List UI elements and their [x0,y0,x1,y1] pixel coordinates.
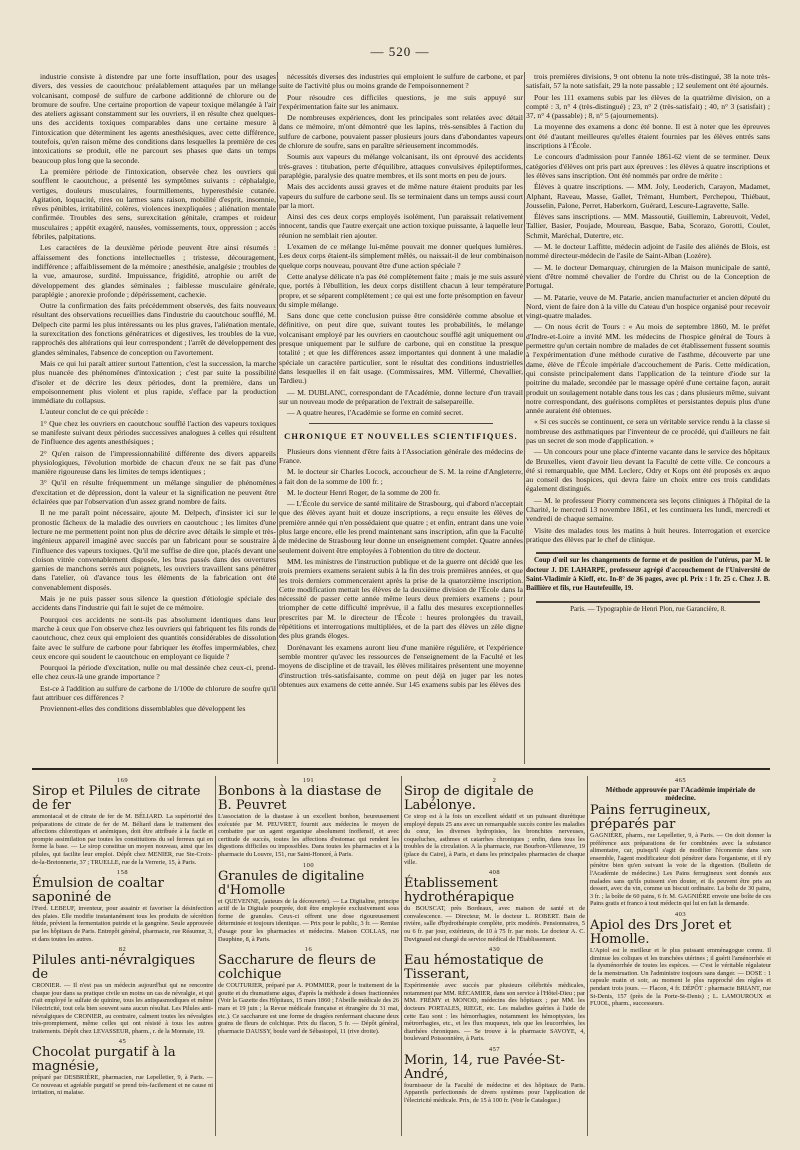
paragraph: — M. le docteur Demarquay, chirurgien de la Maison municipale de santé, vient d'être nommé chevalier de l'ordre du Christ ou de la Conception de Portugal. [526,262,770,291]
ad-text: Expérimentée avec succès par plusieurs célébrités médicales, notamment par MM. RÉCAMIER, dans son service à l'Hôtel-Dieu ; par MM. FRÉMY et MONOD, médecins des hôpitaux ; par MM. les docteurs PORTALES, RIEGE, etc. Les maladies guéries à l'aide de cette Eau sont : les hémorrhagies, notamment les hémoptysies, les métrorrhagies, etc., et les flux muqueux, tels que les leucorrhées, les diarrhées chroniques. — Se trouve à la pharmacie SAVOYE, 4, boulevard Poissonnière, à Paris. [404,982,585,1043]
paragraph: — Un concours pour une place d'interne vacante dans le service des hôpitaux de Bruxelles, vient d'avoir lieu devant la Faculté de cette ville. Ce concours a été si remarquable, que MM. Leclerc, Odry et Kops ont été proposés ex æquo au conseil des hospices, qui devra faire un choix entre ces trois candidats également distingués. [526,447,770,494]
ad-column-1 [32,776,213,1136]
page-number: — 520 — [370,44,430,59]
ad-text: et QUEVENNE, (auteurs de la découverte). — La Digitaline, principe actif de la Digitale pourprée, doit être employée exclusivement sous forme de granules. Ceux-ci offrent une dose rigoureusement déterminée et toujours identique. — Prix pour le public, 3 fr. — Remise d'usage pour les pharmacies et médecins. Maison COLLAS, rue Dauphine, 8, à Paris. [218,897,399,943]
paragraph: — M. Patarie, veuve de M. Patarie, ancien manufacturier et ancien député du Nord, vient de faire don à la ville du Cateau d'un hospice organisé pour recevoir vingt-quatre malades. [526,292,770,321]
ad-number: 457 [488,1045,501,1053]
ad-title: Chocolat purgatif à la magnésie, [32,1045,176,1075]
ad-title: Eau hémostatique de Tisserant, [404,953,544,983]
ad-text: de COUTURIER, préparé par A. POMMIER, pour le traitement de la goutte et du rhumatisme aigus, d'après la méthode à doses fractionnées (Voir la Gazette des Hôpitaux, 15 mars 1860 ; l'Abeille médicale des 26 mars et 19 juin ; la Revue médicale française et étrangère du 31 mai, etc.). Ce saccharure est une forme de dragées renfermant chacune deux grains de fleurs de colchique. Prix du flacon, 5 fr. — Dépôt général, pharmacie DAUSSY, boule vard de Sébastopol, 11 (rive droite). [218,982,399,1035]
ad-text: L'Apiol est le meilleur et le plus puissant emménagogue connu. Il diminue les coliques et les tranchées utérines ; il guérit l'aménorrhée et la dysménorrhée de toutes les espèces. — C'est le véritable régulateur de la menstruation. Un l'administre toujours sans danger. — DOSE : 1 capsule matin et soir, au moment le plus rapproché des règles et pendant trois jours. — Flacon, 4 fr. DÉPÔT : pharmacie BRIANT, rue St-Denis, 157 (près de la Porte-St-Denis) ; L. LAMOUROUX et FUJOL, pharm., successeurs. [590,946,771,1008]
paragraph: « Si ces succès se continuent, ce sera un véritable service rendu à la classe si nombreuse des asthmatiques par l'inventeur de ce procédé, qui d'ailleurs ne fait pas un secret de son mode d'application. » [526,417,770,445]
paragraph: Les caractères de la deuxième période peuvent être ainsi résumés : affaissement des fonctions intellectuelles ; tristesse, découragement, indifférence ; affaiblissement de la mémoire ; anesthésie, analgésie ; troubles de la vue, amaurose, surdité. Impuissance, frigidité, atrophie ou arrêt de développement des glandes séminales ; faiblesse musculaire générale, paraplégie ; anorexie profonde ; dépérissement, cachexie. [32,243,276,299]
ad-text: l'Ferd. LEBEUF, inventeur, pour assainir et favoriser la désinfection des plaies. Elle modifie instantanément tous les produits de sécrétion fétide, prévient la fermentation putride et la gangrène. Seule approuvée par les hôpitaux de Paris. Entrepôt général, pharmacie, rue Réaumur, 3, et dans toutes les autres. [32,905,213,943]
ad-title: Apiol des Drs Joret et Homolle. [590,917,732,947]
paragraph: 2° Qu'en raison de l'impressionnabilité différente des divers appareils physiologiques, l'évolution morbide de chacun d'eux ne se fait pas d'une manière rigoureuse dans les limites de temps identiques ; [32,448,276,477]
ad-title: Bonbons à la diastase de B. Peuvret [218,784,382,813]
ad-heading: Méthode approuvée par l'Académie impériale de médecine. [605,786,756,802]
paragraph: Est-ce à l'addition au sulfure de carbone de 1/100e de chlorure de soufre qu'il faut attribuer ces différences ? [32,683,276,702]
paragraph: La première période de l'intoxication, observée chez les ouvriers qui soufflent le caoutchouc, a présenté les symptômes suivants : céphalalgie, vertiges, douleurs musculaires, fourmillements, hyperesthésie cutanée. Agitation, loquacité, rires ou larmes sans raison, mobilité d'esprit, insomnie, rêves pénibles, irritabilité, colères, violences inexpliquées ; aliénation mentale confirmée. Troubles des sens, surexcitation génitale, crampes et roideur musculaires ; appétit exagéré, nausées, vomissements, toux, oppression ; accès fébriles, palpitations. [32,166,276,242]
paragraph: Sans donc que cette conclusion puisse être considérée comme absolue et définitive, on peut dire que, suivant toutes les probabilités, le mélange volcanisant employé par les ouvriers en caoutchouc soufflé agit uniquement ou presque uniquement par le sulfure de carbone, qui en constitue la presque totalité ; et que les différences assez importantes qui donnent à une maladie spéciale un caractère particulier, sont le résultat des conditions industrielles dans lesquelles il en fait usage. (Commissaires, MM. Villermé, Chevallier, Tardieu.) [279,311,523,386]
paragraph: trois premières divisions, 9 ont obtenu la note très-distingué, 38 la note très-satisfait, 57 la note satisfait, 29 la note passable ; 12 seulement ont été ajournés. [526,72,770,91]
ads-separator [32,768,770,770]
ad-text: fournisseur de la Faculté de médecine et des hôpitaux de Paris. Appareils perfectionnés de divers systèmes pour l'application de l'électricité médicale. Prix, de 15 à 100 fr. (Voir le Catalogue.) [404,1081,585,1105]
ad-text: du BOUSCAT, près Bordeaux, avec maison de santé et de convalescence. — Directeur, M. le docteur L. ROBERT. Bain de rivière, salle d'hydrothérapie complète, prix modérés. Pensionnaires, 5 ou 6 fr. par jour, extérieurs, de 10 à 75 fr. par mois. Le docteur A. C. Duvignaud est chargé du service médical de l'Établissement. [404,905,585,943]
ad-title: Pilules anti-névralgiques de [32,953,196,983]
ad-number: 158 [116,869,129,877]
ad-number: 465 [674,777,687,784]
section-divider [536,552,760,554]
ad-number: 403 [674,910,687,918]
advertisements [32,776,770,1136]
paragraph: Plusieurs dons viennent d'être faits à l'Association générale des médecins de France. [279,446,523,465]
chronique-heading: CHRONIQUE ET NOUVELLES SCIENTIFIQUES. [284,432,518,442]
ad-column-3 [404,776,585,1136]
ad-number: 191 [302,777,315,784]
column-3 [526,72,770,764]
column-2 [279,72,523,764]
section-divider [309,423,493,424]
paragraph: Pour résoudre ces difficiles questions, je me suis appuyé sur l'expérimentation faite sur les animaux. [279,92,523,111]
ad-number: 100 [302,861,315,869]
article-columns [32,72,770,764]
paragraph: — A quatre heures, l'Académie se forme en comité secret. [287,408,464,418]
paragraph: Mais des accidents aussi graves et de même nature étaient produits par les vapeurs du sulfure de carbone seul. Ils se terminaient dans un temps aussi court par la mort. [279,182,523,210]
paragraph: — On nous écrit de Tours : « Au mois de septembre 1860, M. le préfet d'Indre-et-Loire a invité MM. les médecins de l'hospice général de Tours à permettre qu'un certain nombre de malades de cet établissement fussent soumis à l'expérimentation d'une méthode curative de l'asthme, découverte par une dame, élève de l'École impériale d'accouchement de Paris. Cette médication, qui consiste principalement dans l'application de la teinture d'iode sur la poitrine du malade, secondée par le massage opéré d'une certaine façon, aurait produit un soulagement notable dans tous les cas ; dans plusieurs même, suivant notre correspondant, des guérisons complètes et persistantes depuis plus d'une année auraient été obtenues. [526,322,770,416]
ad-text: ammoniacal et de citrate de fer de M. BÉLIARD. La supériorité des préparations de citrate de fer de M. Béliard dans le traitement des affections chlorotiques et anémiques, doit être attribuée à la facile et prompte assimilation par toutes les constitutions du sel ferreux qui en forme la base. — Le sirop constitue un moyen nouveau, ainsi que les pilules, qui facilite leur emploi. Dépôt chez MENIER, rue Ste-Croix-de-la-Bretonnerie, 37 ; TRUELLE, rue de la Verrerie, 15, à Paris. [32,813,213,866]
book-notice: Coup d'œil sur les changements de forme et de position de l'utérus, par M. le docteur J. DE LAHARPE, professeur agrégé d'accouchement de l'Université de Saint-Vladimir à Kieff, etc. In-8° de 36 pages, avec pl. Prix : 1 fr. 25 c. Chez J. B. Baillière et fils, rue Hautefeuille, 19. [526,556,770,593]
ad-number: 408 [488,869,501,877]
paragraph: — M. le docteur Laffitte, médecin adjoint de l'asile des aliénés de Blois, est nommé directeur-médecin de l'asile de Saint-Alban (Lozère). [526,242,770,261]
paragraph: Pour les 111 examens subis par les élèves de la quatrième division, on a compté : 3, n° 4 (très-distingué) ; 23, n° 2 (très-satisfait) ; 40, n° 3 (satisfait) ; 37, n° 4 (passable) ; 8, n° 5 (ajournements). [526,92,770,121]
ad-title: Granules de digitaline d'Homolle [218,868,365,898]
ad-number: 430 [488,946,501,954]
paragraph: Proviennent-elles des conditions dissemblables que développent les [40,704,246,714]
ad-text: CRONIER. — Il n'est pas un médecin aujourd'hui qui ne rencontre chaque jour dans sa pratique civile un moins un cas de névralgie, et qui n'ait employé le sulfate de quinine, tous les antispasmodiques et même l'électricité, tout cela bien souvent sans aucun résultat. Les Pilules anti-névralgiques de CRONIER, au contraire, calment toutes les névralgies très-promptement, même celles qui ont résisté à tous les autres traitements. Dépôt chez LEVASSEUR, pharm., r. de la Monnaie, 19. [32,982,213,1035]
printer-footer: Paris. — Typographie de Henri Plon, rue Garancière, 8. [570,605,726,614]
ad-title: Établissement hydrothérapique [404,876,515,906]
paragraph: Mais ce qui lui paraît attirer surtout l'attention, c'est la succession, la marche plus nuancée des phénomènes d'intoxication ; c'est par suite la possibilité d'isoler et de décrire les deux périodes, dont la première, dans un empoisonnement plus violent et plus rapide, s'efface par la production immédiate du collapsus. [32,358,276,406]
ad-column-2 [218,776,399,1136]
ad-text: L'association de la diastase à un excellent bonbon, heureusement exécutée par M. PEUVRET, fournit aux médecins le moyen de combattre par un agent organique absolument inoffensif, et avec certitude de succès, toutes les affections d'estomac qui rendent les digestions difficiles ou impossibles. Dans toutes les pharmacies et à la pharmacie du Louvre, 151, rue Saint-Honoré, à Paris. [218,813,399,858]
paragraph: Cette analyse délicate n'a pas été complètement faite ; mais je me suis assuré que, portés à l'ébullition, les deux corps distillent chacun à leur température propre, et se séparent complètement ; ce qui est une forte présomption en faveur du simple mélange. [279,271,523,309]
ad-title: Pains ferrugineux, préparés par [590,803,711,832]
column-1 [32,72,276,764]
ad-title: Saccharure de fleurs de colchique [218,953,376,983]
paragraph: Il ne me paraît point nécessaire, ajoute M. Delpech, d'insister ici sur le pronostic fâcheux de la maladie des ouvriers en caoutchouc ; les limites d'une lecture ne me permettent point non plus de décrire avec détails le simple et très-ingénieux appareil imaginé avec succès par un fabricant pour se soustraire à l'influence des vapeurs toxiques. Qu'il me suffise de dire que, placés devant une cloison vitrée convenablement disposée, les bras passés dans des ouvertures garnies de manchons serrés aux poignets, les ouvriers travaillent sans pénétrer dans l'atelier, où d'avance tous les éléments de la fabrication ont été convenablement disposés. [32,508,276,592]
ad-title: Sirop de digitale de Labélonye. [404,784,534,813]
ad-number: 82 [118,946,127,954]
paragraph: Pourquoi la période d'excitation, nulle ou mal dessinée chez ceux-ci, prend-elle chez ceux-là une grande importance ? [32,663,276,682]
paragraph: Élèves à quatre inscriptions. — MM. Joly, Leoderich, Carayon, Madamet, Alphant, Raveau, Masse, Gallet, Trémant, Humbert, Perchepou, Thiébaut, Jousselin, Palone, Perret, Haberkorn, Guérard, Lescure-Lagravette, Salle. [526,182,770,210]
ad-title: Morin, 14, rue Pavée-St-André, [404,1052,565,1082]
paragraph: — M. le professeur Piorry commencera ses leçons cliniques à l'hôpital de la Charité, le mercredi 13 novembre 1861, et les continuera les lundi, mercredi et vendredi de chaque semaine. [526,495,770,524]
ad-text: préparé par DESBRIÈRE, pharmacien, rue Lepelletier, 9, à Paris. — Ce nouveau et agréable purgatif se prend très-facilement et ne cause ni irritation, ni malaise. [32,1074,213,1097]
ad-number: 16 [304,946,313,954]
paragraph: M. le docteur Henri Roger, de la somme de 200 fr. [287,487,441,497]
paragraph: Outre la confirmation des faits précédemment observés, des faits nouveaux résultant des observations recueillies dans l'industrie du caoutchouc soufflé, M. Delpech cite parmi les plus intéressants ou les plus graves, l'aliénation mentale, la surexcitation des fonctions génératrices et digestives, les troubles de la vue, rapprochés des altérations qui leur correspondent ; l'arrêt de développement des glandes séminales, l'absence de conception ou l'avortement. [32,301,276,357]
paragraph: Visite des malades tous les matins à huit heures. Interrogation et exercice pratique des élèves par le chef de clinique. [526,525,770,544]
ad-text: Ce sirop est à la fois un excellent sédatif et un puissant diurétique employé depuis 25 ans avec un remarquable succès contre les maladies du cœur, les diverses hydropisies, les bronchites nerveuses, coqueluches, asthmes et catarrhes chroniques ; enfin, dans tous les troubles de la circulation. A la pharmacie, rue Bourbon-Villeneuve, 19 (place du Caire), à Paris, et dans les principales pharmacies de chaque ville. [404,813,585,866]
paragraph: Dorénavant les examens auront lieu d'une manière régulière, et l'expérience semble montrer qu'avec les ressources de l'enseignement de la Faculté et les moyens de discipline et de travail, les élèves militaires présentent une moyenne d'instruction très-satisfaisante, comme on peut déjà en juger par les notes obtenues aux examens de cette année. Sur 145 examens subis par les élèves des [279,642,523,689]
paragraph: MM. les ministres de l'instruction publique et de la guerre ont décidé que les trois premiers examens seraient subis à la fin des trois premières années, et que les trois derniers commenceraient après la prise de la quatorzième inscription. Cette modification mettait les élèves de la deuxième division de l'École dans la nécessité de passer cette année même leurs deux premiers examens ; pour triompher de cette difficulté imprévue, il a fallu des mesures exceptionnelles prescrites par M. le directeur de l'École : heures prolongées du travail, répétitions et interrogations multipliées, et de la part des élèves un zèle digne des plus grands éloges. [279,556,523,641]
paragraph: Le concours d'admission pour l'année 1861-62 vient de se terminer. Deux catégories d'élèves ont pris part aux épreuves : les élèves à quatre inscriptions et les élèves sans inscription. Ont été nommés par ordre de mérite : [526,152,770,180]
ad-title: Sirop et Pilules de citrate de fer [32,784,201,813]
section-divider [536,601,760,603]
ad-number: 2 [492,777,497,784]
paragraph: L'auteur conclut de ce qui précède : [40,407,149,417]
paragraph: nécessités diverses des industries qui emploient le sulfure de carbone, et par suite de l'activité plus ou moins grande de l'empoisonnement ? [279,72,523,91]
paragraph: M. le docteur sir Charles Locock, accoucheur de S. M. la reine d'Angleterre, a fait don de la somme de 100 fr. ; [279,467,523,486]
paragraph: Pourquoi ces accidents ne sont-ils pas absolument identiques dans leur marche à ceux que l'on observe chez les ouvriers qui fabriquent les fils ronds de caoutchouc, chez ceux qui emploient des quantités considérables de dissolution faite avec le sulfure de carbone pour fabriquer les étoffes imperméables, chez ceux encore qui soudent le caoutchouc en employant ce liquide ? [32,614,276,661]
ad-number: 169 [116,777,129,784]
paragraph: Élèves sans inscriptions. — MM. Massoutié, Guillemin, Labreuvoit, Vedel, Tallier, Basier, Poujade, Moureau, Basque, Baba, Scorazo, Gorotti, Coulet, Schmit, Maréchal, Dutertre, etc. [526,212,770,240]
paragraph: La moyenne des examens a donc été bonne. Il est à noter que les épreuves ont été d'autant meilleures qu'elles étaient fournies par les élèves entrés sans inscriptions à l'École. [526,122,770,151]
paragraph: 1° Que chez les ouvriers en caoutchouc soufflé l'action des vapeurs toxiques se manifeste suivant deux périodes successives analogues à celles qui résultent de l'influence des agents anesthésiques ; [32,418,276,447]
paragraph: Soumis aux vapeurs du mélange volcanisant, ils ont éprouvé des accidents très-graves : titubation, perte d'équilibre, attaques convulsives épileptiformes, paraplégie, paralysie des quatre membres, et ils sont morts en peu de jours. [279,152,523,180]
paragraph: Mais je ne puis passer sous silence la question d'étiologie spéciale des accidents dans l'industrie qui fait le sujet de ce mémoire. [32,594,276,613]
paragraph: De nombreuses expériences, dont les principales sont relatées avec détail dans ce mémoire, m'ont démontré que les lapins, très-sensibles à l'action du sulfure de carbone, pouvaient passer plusieurs jours dans d'abondantes vapeurs de chlorure de soufre, sans en paraître sérieusement incommodés. [279,113,523,151]
paragraph: — M. DUBLANC, correspondant de l'Académie, donne lecture d'un travail sur un nouveau mode de préparation de l'extrait de salsepareille. [279,387,523,406]
ad-column-4 [590,776,771,1136]
ad-number: 45 [118,1038,127,1046]
ad-text: GAGNIÈRE, pharm., rue Lepelletier, 9, à Paris. — On doit donner la préférence aux préparations de fer combinées avec la substance alimentaire, car, puisqu'il s'agit de modifier l'économie dans son ensemble, l'agent modificateur doit pénétrer dans l'organisme, et il n'y pénètre bien qu'en suivant la voie de la digestion. (Bulletin de l'Académie de médecine.) Les Pains ferrugineux sont donnés aux malades sans qu'ils puissent s'en douter, et ils peuvent être pris au dessert, avec du vin, comme un biscuit ordinaire. La boîte de 30 pains, 3 fr. ; la boîte de 60 pains, 6 fr. M. GAGNIÈRE envoie une boîte de ces Pains gratis et franco à tout médecin qui lui en fait la demande. [590,832,771,908]
paragraph: Ainsi des ces deux corps employés isolément, l'un paraissait relativement innocent, tandis que l'autre exerçait une action toxique puissante, à laquelle leur réunion ne semblait rien ajouter. [279,212,523,240]
paragraph: — L'École du service de santé militaire de Strasbourg, qui d'abord n'acceptait que des élèves ayant huit et douze inscriptions, a reçu ensuite les élèves de première année qui n'en possédaient que quatre ; et enfin, entrant dans une voie plus large encore, elle les prend maintenant sans inscription, afin que la Faculté de médecine de Strasbourg leur donne un enseignement complet. Quatre années seulement doivent être employées à l'obtention du titre de docteur. [279,499,523,555]
paragraph: L'examen de ce mélange lui-même pouvait me donner quelques lumières. Les deux corps étaient-ils simplement mêlés, ou naissait-il de leur combinaison quelque corps nouveau, pouvant être d'une action spéciale ? [279,242,523,270]
paragraph: industrie consiste à distendre par une forte insufflation, pour des usages divers, des vessies de caoutchouc préalablement attaquées par un mélange volcanisant, composé de sulfure de carbone additionné de chlorure ou de bromure de soufre. Une certaine proportion de vapeur toxique mélangée à l'air des ateliers agissant constamment sur les ouvriers, il en résulte chez quelques-uns des accidents toxiques comparables dans une certaine mesure à l'intoxication que déterminent les agents anesthésiques, avec cette différence, toutefois, qu'en raison même des conditions dans lesquelles la première de ces intoxications se produit, elle ne parcourt ses phases que dans un temps beaucoup plus long que la seconde. [32,72,276,165]
ad-title: Émulsion de coaltar saponiné de [32,876,164,906]
paragraph: 3° Qu'il en résulte fréquemment un mélange singulier de phénomènes d'excitation et de dépression, dont la valeur et la signification ne peuvent être éclairées que par l'observation d'un assez grand nombre de faits. [32,478,276,507]
